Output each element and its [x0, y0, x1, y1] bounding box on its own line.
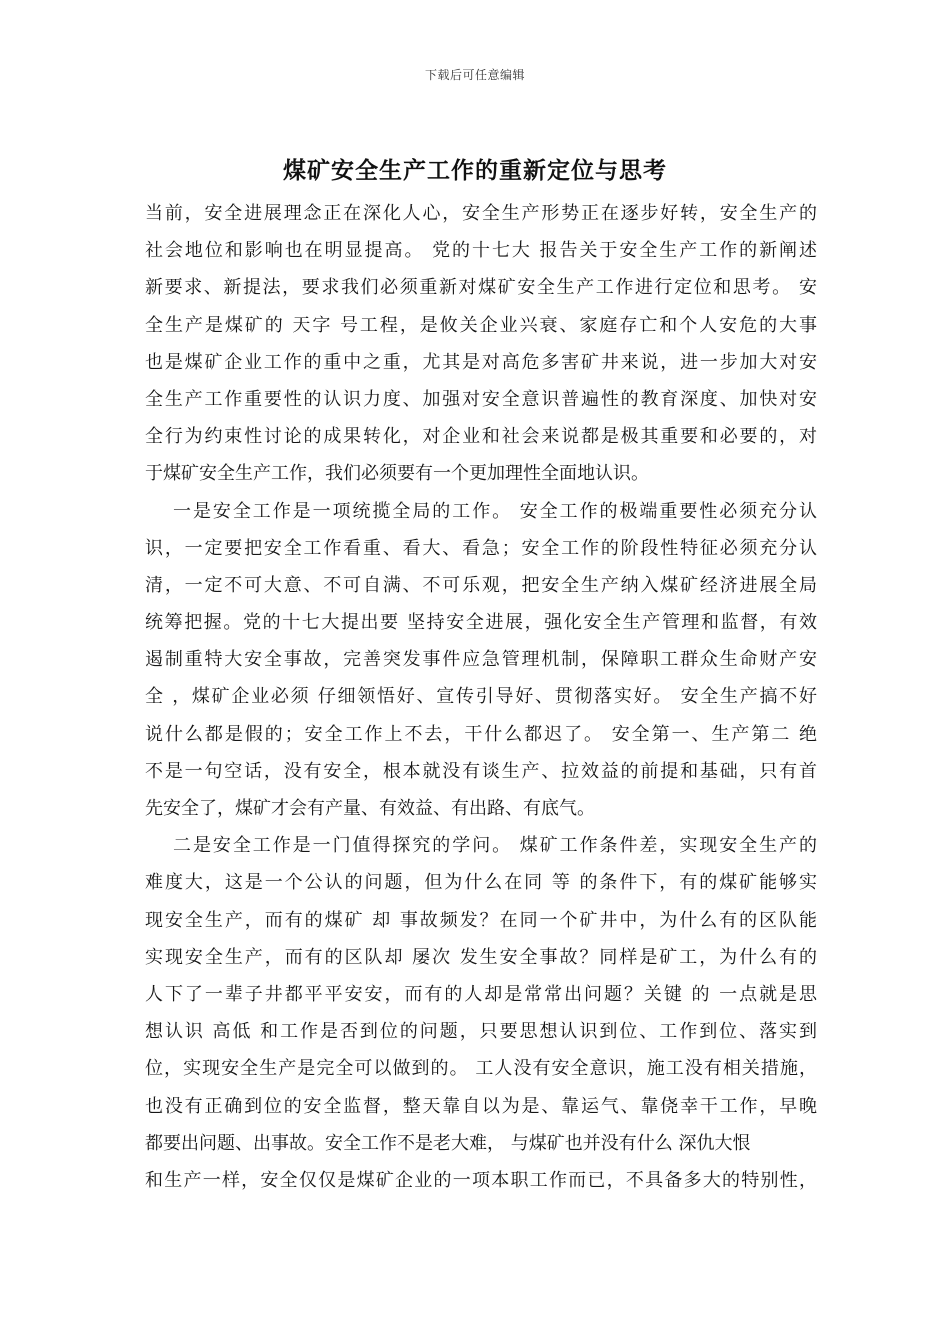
text-line: 统筹把握。党的十七大提出要 坚持安全进展，强化安全生产管理和监督，有效 — [145, 612, 817, 634]
header-note: 下载后可任意编辑 — [424, 68, 525, 82]
text-line: 清，一定不可大意、不可自满、不可乐观，把安全生产纳入煤矿经济进展全局 — [145, 574, 817, 596]
text-line: 一是安全工作是一项统揽全局的工作。 安全工作的极端重要性必须充分认 — [173, 500, 817, 522]
text-line: 说什么都是假的；安全工作上不去，干什么都迟了。 安全第一、生产第二 绝 — [145, 723, 817, 745]
text-line: 新要求、新提法，要求我们必须重新对煤矿安全生产工作进行定位和思考。 安 — [145, 277, 817, 299]
text-line: 遏制重特大安全事故，完善突发事件应急管理机制，保障职工群众生命财产安 — [145, 649, 817, 671]
text-line: 位，实现安全生产是完全可以做到的。 工人没有安全意识，施工没有相关措施， — [145, 1058, 817, 1080]
text-line: 也没有正确到位的安全监督，整天靠自以为是、靠运气、靠侥幸干工作，早晚 — [145, 1095, 817, 1117]
text-line: 社会地位和影响也在明显提高。 党的十七大 报告关于安全生产工作的新阐述 — [145, 240, 817, 262]
text-line: 先安全了，煤矿才会有产量、有效益、有出路、有底气。 — [145, 798, 595, 819]
text-line: 都要出问题、出事故。安全工作不是老大难， 与煤矿也并没有什么 深仇大恨 — [145, 1132, 751, 1154]
document-title: 煤矿安全生产工作的重新定位与思考 — [283, 157, 667, 184]
text-line: 和生产一样，安全仅仅是煤矿企业的一项本职工作而已，不具备多大的特别性， — [145, 1169, 817, 1191]
text-line: 不是一句空话，没有安全，根本就没有谈生产、拉效益的前提和基础，只有首 — [145, 760, 817, 782]
text-line: 于煤矿安全生产工作，我们必须要有一个更加理性全面地认识。 — [145, 463, 649, 485]
text-line: 现安全生产，而有的煤矿 却 事故频发？在同一个矿井中，为什么有的区队能 — [145, 909, 817, 931]
text-line: 识，一定要把安全工作看重、看大、看急；安全工作的阶段性特征必须充分认 — [145, 537, 817, 559]
text-line: 也是煤矿企业工作的重中之重，尤其是对高危多害矿井来说，进一步加大对安 — [145, 351, 817, 373]
text-line: 全生产是煤矿的 天字 号工程，是攸关企业兴衰、家庭存亡和个人安危的大事 — [145, 314, 817, 336]
text-line: 难度大，这是一个公认的问题，但为什么在同 等 的条件下，有的煤矿能够实 — [145, 872, 817, 894]
text-line: 当前，安全进展理念正在深化人心，安全生产形势正在逐步好转，安全生产的 — [145, 203, 817, 224]
text-line: 全 ，煤矿企业必须 仔细领悟好、宣传引导好、贯彻落实好。 安全生产搞不好 — [145, 686, 817, 708]
document-body — [145, 195, 817, 1199]
text-line: 实现安全生产，而有的区队却 屡次 发生安全事故？同样是矿工，为什么有的 — [145, 946, 817, 968]
text-line: 二是安全工作是一门值得探究的学问。 煤矿工作条件差，实现安全生产的 — [173, 835, 817, 857]
text-line: 人下了一辈子井都平平安安，而有的人却是常常出问题？关键 的 一点就是思 — [145, 983, 817, 1005]
text-line: 全生产工作重要性的认识力度、加强对安全意识普遍性的教育深度、加快对安 — [145, 388, 817, 410]
text-line: 想认识 高低 和工作是否到位的问题，只要思想认识到位、工作到位、落实到 — [145, 1021, 817, 1043]
text-line: 全行为约束性讨论的成果转化，对企业和社会来说都是极其重要和必要的，对 — [145, 426, 817, 448]
